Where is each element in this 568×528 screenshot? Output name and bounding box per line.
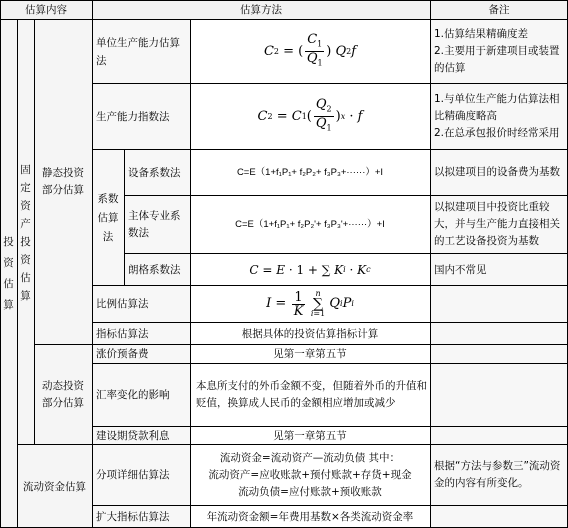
- coef-text: 系数估算法: [97, 192, 119, 243]
- unit-capacity-formula: C 2 = ( $\frac{C_1}{Q_1}$ ) Q 2 f: [263, 32, 357, 68]
- ratio-name: 比例估算法: [96, 298, 149, 310]
- detail-note: 根据“方法与参数三”流动资金的内容有所变化。: [434, 460, 561, 489]
- detail-method-line3: 流动负债=应付账款+预收账款: [238, 485, 382, 498]
- dynamic-label: [34, 345, 92, 445]
- equipment-note: 以拟建项目的设备费为基数: [434, 166, 560, 178]
- static-text: 静态投资部分估算: [42, 167, 84, 196]
- lang-name: 朗格系数法: [128, 263, 181, 276]
- major-note: 以拟建项目中投资比重较大，并与生产能力直接相关的工艺设备投资为基数: [434, 201, 560, 247]
- investment-text: 投资估算: [3, 236, 14, 311]
- lang-note: 国内不常见: [434, 263, 487, 276]
- equipment-formula: C=E（1+f₁P₁+ f₂P₂+ f₃P₃+······）+I: [236, 166, 384, 178]
- equipment-name: 设备系数法: [128, 166, 181, 179]
- header-content: 估算内容: [25, 4, 67, 16]
- static-label: [34, 20, 92, 344]
- dynamic-text: 动态投资部分估算: [42, 380, 84, 409]
- unit-capacity-name: 单位生产能力估算法: [96, 36, 180, 67]
- indicator-name: 指标估算法: [96, 327, 149, 340]
- major-formula: C=E（1+f₁P₁+ f₂P₂'+ f₃P₃'+······）+I: [235, 218, 385, 230]
- lang-formula: C = E · 1 + ∑ K i · K c: [249, 262, 371, 277]
- detail-method-line1: 流动资金=流动资产—流动负债 其中：: [219, 451, 401, 464]
- header-method: 估算方法: [240, 4, 282, 16]
- expand-name: 扩大指标估算法: [96, 510, 170, 523]
- coef-label: [92, 150, 124, 286]
- fx-name: 汇率变化的影响: [96, 389, 170, 401]
- detail-method: [190, 445, 430, 505]
- indicator-method: 根据具体的投资估算指标计算: [241, 327, 379, 340]
- interest-name: 建设期贷款利息: [96, 429, 170, 442]
- working-label: 流动资金估算: [23, 480, 86, 493]
- unit-capacity-note: 1.估算结果精确度差 2.主要用于新建项目或装置的估算: [434, 28, 560, 74]
- capacity-index-formula: C 2 = C 1 ( $\frac{Q_2}{Q_1}$ ) x · f: [257, 97, 363, 133]
- detail-name: 分项详细估算法: [96, 469, 170, 481]
- fx-method: 本息所支付的外币金额不变，但随着外币的升值和贬值，换算成人民币的金额相应增加或减少: [196, 380, 427, 409]
- expand-method: 年流动资金额=年费用基数×各类流动资金率: [206, 510, 414, 523]
- price-reserve-method: 见第一章第五节: [273, 348, 347, 360]
- ratio-formula: I = $\frac{1}{K}$ n ∑ i=1 Q i P i: [266, 289, 354, 319]
- capacity-index-name: 生产能力指数法: [96, 110, 170, 123]
- capacity-index-note: 1.与单位生产能力估算法相比精确度略高 2.在总承包报价时经常采用: [434, 93, 560, 139]
- fixed-text: 固定资产投资估算: [20, 163, 31, 302]
- interest-method: 见第一章第五节: [273, 429, 347, 442]
- price-reserve-name: 涨价预备费: [96, 348, 149, 360]
- detail-method-line2: 流动资产=应收账款+预付账款+存货+现金: [208, 468, 412, 481]
- investment-label: [0, 20, 17, 528]
- fixed-label: [17, 20, 34, 445]
- major-name: 主体专业系数法: [128, 209, 181, 239]
- header-note: 备注: [488, 4, 510, 16]
